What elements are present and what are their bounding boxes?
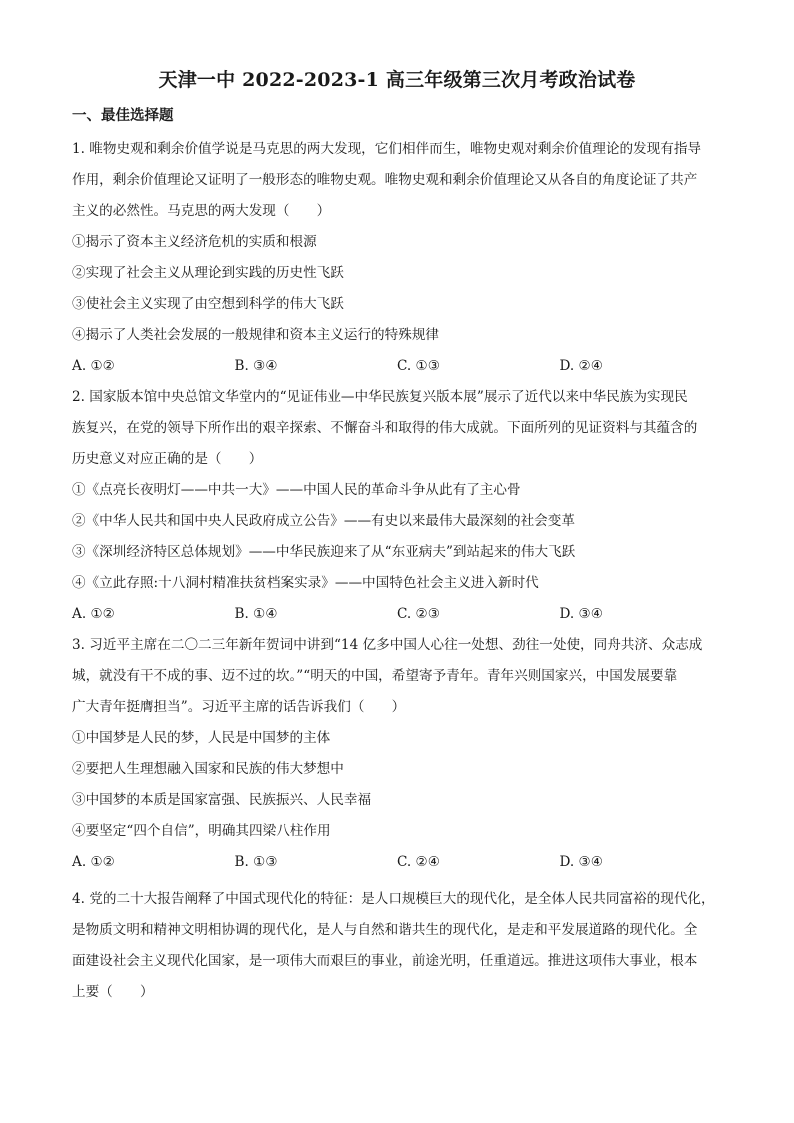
- choice-c[interactable]: C. ①③: [397, 358, 440, 374]
- answer-choices: [72, 847, 722, 878]
- question-2: [72, 382, 722, 630]
- choice-a[interactable]: A. ①②: [72, 854, 115, 870]
- statement-item: ③中国梦的本质是国家富强、民族振兴、人民幸福: [72, 792, 372, 808]
- question-stem-line: 面建设社会主义现代化国家，是一项伟大而艰巨的事业，前途光明，任重道远。推进这项伟大事业，根本: [72, 953, 698, 969]
- choice-d[interactable]: D. ②④: [559, 358, 603, 374]
- choice-a[interactable]: A. ①②: [72, 358, 115, 374]
- choice-d[interactable]: D. ③④: [559, 606, 603, 622]
- statement-item: ④《立此存照:十八洞村精准扶贫档案实录》——中国特色社会主义进入新时代: [72, 575, 539, 591]
- question-stem-line: 是物质文明和精神文明相协调的现代化，是人与自然和谐共生的现代化，是走和平发展道路的现代化。全: [72, 922, 698, 938]
- question-stem-line: 族复兴，在党的领导下所作出的艰辛探索、不懈奋斗和取得的伟大成就。下面所列的见证资料与其蕴含的: [72, 420, 698, 436]
- statement-item: ④揭示了人类社会发展的一般规律和资本主义运行的特殊规律: [72, 327, 440, 343]
- statement-item: ①揭示了资本主义经济危机的实质和根源: [72, 234, 317, 250]
- question-stem-line: 上要（ ）: [72, 984, 154, 1000]
- statement-item: ②实现了社会主义从理论到实践的历史性飞跃: [72, 265, 344, 281]
- choice-a[interactable]: A. ①②: [72, 606, 115, 622]
- statement-item: ①《点亮长夜明灯——中共一大》——中国人民的革命斗争从此有了主心骨: [72, 482, 521, 498]
- question-stem-line: 城，就没有干不成的事、迈不过的坎。”“明天的中国，希望寄予青年。青年兴则国家兴，中国发展要靠: [72, 668, 678, 684]
- question-stem-line: 1. 唯物史观和剩余价值学说是马克思的两大发现，它们相伴而生，唯物史观对剩余价值理论的发现有指导: [72, 141, 702, 157]
- question-stem-line: 主义的必然性。马克思的两大发现（ ）: [72, 203, 331, 219]
- question-stem-line: 4. 党的二十大报告阐释了中国式现代化的特征：是人口规模巨大的现代化，是全体人民共同富裕的现代化，: [72, 891, 715, 907]
- statement-item: ③使社会主义实现了由空想到科学的伟大飞跃: [72, 296, 344, 312]
- choice-d[interactable]: D. ③④: [559, 854, 603, 870]
- section-title: 一、最佳选择题: [72, 107, 174, 124]
- question-stem-line: 广大青年挺膺担当”。习近平主席的话告诉我们（ ）: [72, 699, 406, 715]
- exam-title: 天津一中 2022-2023-1 高三年级第三次月考政治试卷: [158, 69, 636, 91]
- question-4: [72, 884, 722, 1008]
- statement-item: ③《深圳经济特区总体规划》——中华民族迎来了从“东亚病夫”到站起来的伟大飞跃: [72, 544, 576, 560]
- choice-b[interactable]: B. ③④: [234, 358, 278, 374]
- question-1: [72, 134, 722, 382]
- question-stem-line: 3. 习近平主席在二〇二三年新年贺词中讲到“14 亿多中国人心往一处想、劲往一处使，同舟共济、众志成: [72, 637, 703, 653]
- choice-c[interactable]: C. ②④: [397, 854, 440, 870]
- question-stem-line: 作用，剩余价值理论又证明了一般形态的唯物史观。唯物史观和剩余价值理论又从各自的角度论证了共产: [72, 172, 698, 188]
- statement-item: ②《中华人民共和国中央人民政府成立公告》——有史以来最伟大最深刻的社会变革: [72, 513, 575, 529]
- choice-c[interactable]: C. ②③: [397, 606, 440, 622]
- choice-b[interactable]: B. ①③: [234, 854, 278, 870]
- answer-choices: [72, 351, 722, 382]
- statement-item: ②要把人生理想融入国家和民族的伟大梦想中: [72, 761, 344, 777]
- question-stem-line: 历史意义对应正确的是（ ）: [72, 451, 263, 467]
- question-3: [72, 630, 722, 878]
- statement-item: ①中国梦是人民的梦，人民是中国梦的主体: [72, 730, 331, 746]
- choice-b[interactable]: B. ①④: [234, 606, 278, 622]
- question-stem-line: 2. 国家版本馆中央总馆文华堂内的“见证伟业—中华民族复兴版本展”展示了近代以来中华民族为实现民: [72, 389, 688, 405]
- answer-choices: [72, 599, 722, 630]
- statement-item: ④要坚定“四个自信”，明确其四梁八柱作用: [72, 823, 331, 839]
